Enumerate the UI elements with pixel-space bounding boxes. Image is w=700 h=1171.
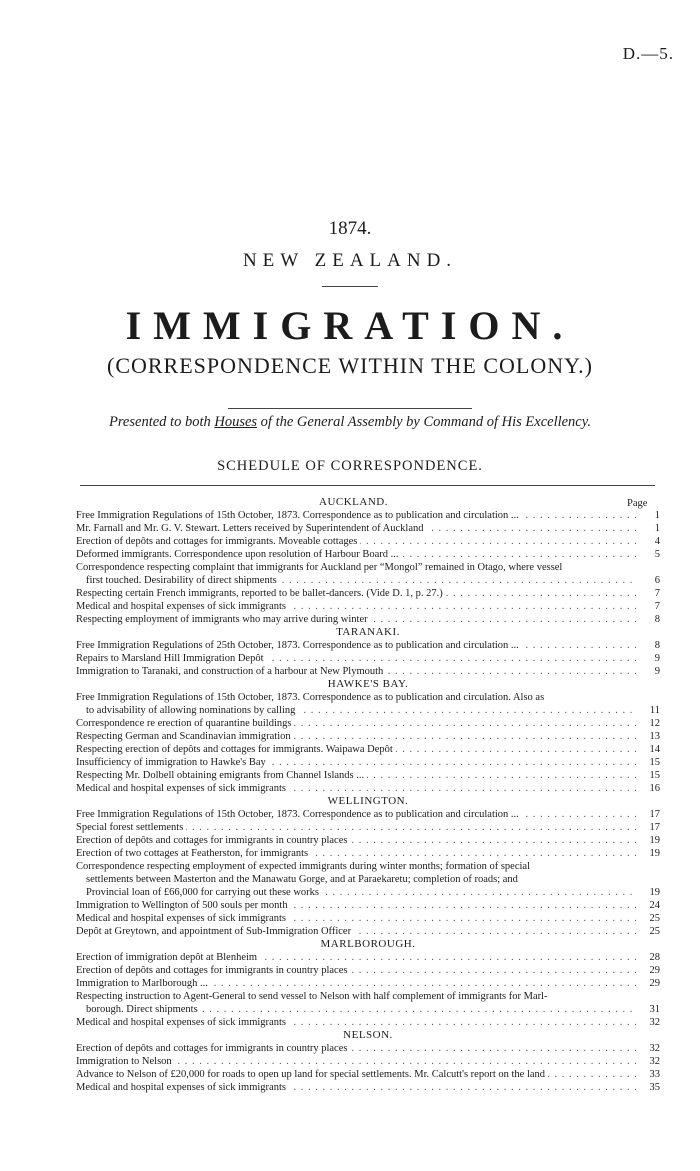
entry-page: 7 [654,601,660,612]
entry-page: 1 [654,523,660,534]
schedule-entry [76,509,660,522]
entry-page: 13 [649,731,660,742]
schedule-entry [76,951,660,964]
presented-underlined: Houses [214,414,258,430]
schedule-entry [76,860,660,873]
schedule-entry [76,639,660,652]
schedule-entry [76,587,660,600]
schedule-entry [76,522,660,535]
entry-page: 29 [649,965,660,976]
presented-part2: of the General Assembly by Command of His Excellency. [257,414,592,430]
entry-text: Medical and hospital expenses of sick immigrants [76,783,289,794]
schedule-entry [76,600,660,613]
entry-page: 12 [649,718,660,729]
entry-text: Advance to Nelson of £20,000 for roads to open up land for special settlements. Mr. Calcutt's report on the land [76,1069,548,1080]
entry-page: 25 [649,913,660,924]
schedule-entry [76,691,660,704]
entry-page: 33 [649,1069,660,1080]
schedule-entry [76,769,660,782]
schedule-entry [76,1042,660,1055]
entry-page: 32 [649,1017,660,1028]
schedule-entry [76,964,660,977]
schedule-entry [76,782,660,795]
page-column-heading: Page [627,498,648,509]
entry-text: Respecting instruction to Agent-General to send vessel to Nelson with half complement of immigrants for Marl- [76,991,551,1002]
schedule-entry [76,652,660,665]
schedule-entry [76,561,660,574]
section-heading: NELSON. [343,1029,393,1041]
entry-text: Medical and hospital expenses of sick immigrants [76,913,289,924]
entry-text: Respecting German and Scandinavian immigration [76,731,294,742]
entry-page: 32 [649,1056,660,1067]
entry-page: 14 [649,744,660,755]
schedule-entry [76,535,660,548]
entry-page: 29 [649,978,660,989]
entry-page: 19 [649,887,660,898]
schedule-entry [76,1016,660,1029]
schedule-entry [76,912,660,925]
entry-text-continued: first touched. Desirability of direct shipments [86,575,280,586]
entry-text: Respecting employment of immigrants who may arrive during winter [76,614,371,625]
entry-text: Medical and hospital expenses of sick immigrants [76,601,289,612]
schedule-entry [76,990,660,1003]
document-title: IMMIGRATION. [125,303,575,348]
entry-page: 28 [649,952,660,963]
schedule-entry [76,847,660,860]
entry-page: 32 [649,1043,660,1054]
entry-text: Special forest settlements [76,822,186,833]
entry-page: 5 [654,549,660,560]
schedule-entry [76,977,660,990]
entry-text: Insufficiency of immigration to Hawke's Bay [76,757,269,768]
entry-page: 35 [649,1082,660,1093]
entry-text: Correspondence respecting employment of expected immigrants during winter months; formation of special [76,861,533,872]
entry-page: 7 [654,588,660,599]
entry-page: 19 [649,848,660,859]
page-code: D.—5. [622,44,674,63]
entry-text-continued: borough. Direct shipments [86,1004,201,1015]
entry-text: Erection of two cottages at Featherston, for immigrants [76,848,311,859]
entry-text: Respecting erection of depôts and cottages for immigrants. Waipawa Depôt [76,744,396,755]
entry-page: 17 [649,809,660,820]
schedule-entry [76,1068,660,1081]
entry-text: Respecting certain French immigrants, reported to be ballet-dancers. (Vide D. 1, p. 27.) [76,588,446,599]
schedule-entry [76,730,660,743]
entry-text: Correspondence respecting complaint that immigrants for Auckland per “Mongol” remained in Otago, where vessel [76,562,565,573]
schedule-entry [76,1055,660,1068]
schedule-entry [76,834,660,847]
entry-text: Free Immigration Regulations of 15th October, 1873. Correspondence as to publication and circulation. Also as [76,692,547,703]
divider [80,485,655,486]
entry-text: Erection of depôts and cottages for immigrants. Moveable cottages [76,536,360,547]
entry-text: Deformed immigrants. Correspondence upon resolution of Harbour Board ... [76,549,402,560]
schedule-entry [76,925,660,938]
entry-text: Erection of depôts and cottages for immigrants in country places [76,1043,350,1054]
document-subtitle: (CORRESPONDENCE WITHIN THE COLONY.) [107,353,593,378]
country-heading: NEW ZEALAND. [242,250,458,271]
entry-page: 24 [649,900,660,911]
entry-text: Correspondence re erection of quarantine buildings [76,718,294,729]
entry-text: Immigration to Taranaki, and construction of a harbour at New Plymouth [76,666,386,677]
entry-text: Free Immigration Regulations of 25th October, 1873. Correspondence as to publication and circulation ... [76,640,522,651]
section-heading: WELLINGTON. [327,795,409,807]
entry-text: Medical and hospital expenses of sick immigrants [76,1082,289,1093]
schedule-entry [76,1081,660,1094]
entry-page: 17 [649,822,660,833]
schedule-entry [76,743,660,756]
entry-page: 4 [654,536,660,547]
section-heading: AUCKLAND. [319,496,388,508]
entry-page: 6 [654,575,660,586]
schedule-entry [76,808,660,821]
entry-text: Depôt at Greytown, and appointment of Sub-Immigration Officer [76,926,354,937]
year: 1874. [328,218,372,239]
entry-page: 1 [654,510,660,521]
entry-page: 9 [654,666,660,677]
entry-text: Erection of depôts and cottages for immigrants in country places [76,835,350,846]
schedule-title: SCHEDULE OF CORRESPONDENCE. [217,458,483,474]
schedule-entry [76,548,660,561]
presented-part1: Presented to both [108,414,215,430]
entry-page: 25 [649,926,660,937]
entry-page: 15 [649,770,660,781]
schedule-entry [76,717,660,730]
entry-page: 11 [649,705,660,716]
entry-text: Immigration to Marlborough ... [76,978,211,989]
entry-text: Medical and hospital expenses of sick immigrants [76,1017,289,1028]
schedule-entry [76,665,660,678]
entry-text: Immigration to Wellington of 500 souls per month [76,900,291,911]
schedule-entry [76,899,660,912]
schedule-list [76,496,660,1094]
divider [322,286,378,287]
entry-page: 15 [649,757,660,768]
entry-page: 19 [649,835,660,846]
entry-text: Repairs to Marsland Hill Immigration Depôt [76,653,267,664]
entry-text-continued: Provincial loan of £66,000 for carrying out these works [86,887,322,898]
entry-text: Erection of immigration depôt at Blenheim [76,952,260,963]
entry-text: Mr. Farnall and Mr. G. V. Stewart. Letters received by Superintendent of Auckland [76,523,427,534]
entry-text: Respecting Mr. Dolbell obtaining emigrants from Channel Islands ... [76,770,367,781]
section-heading: HAWKE'S BAY. [327,678,409,690]
entry-text: Erection of depôts and cottages for immigrants in country places [76,965,350,976]
presentation-line [0,414,700,431]
schedule-entry [76,613,660,626]
entry-page: 8 [654,640,660,651]
entry-text: Free Immigration Regulations of 15th October, 1873. Correspondence as to publication and circulation ... [76,510,522,521]
entry-text-continued: settlements between Masterton and the Manawatu Gorge, and at Paraekaretu; completion of roads; and [86,874,521,885]
entry-page: 8 [654,614,660,625]
section-heading: MARLBOROUGH. [320,938,416,950]
entry-text: Immigration to Nelson [76,1056,175,1067]
entry-page: 9 [654,653,660,664]
entry-text-continued: to advisability of allowing nominations by calling [86,705,298,716]
entry-page: 16 [649,783,660,794]
schedule-entry [76,821,660,834]
schedule-entry [76,756,660,769]
section-heading: TARANAKI. [336,626,400,638]
entry-text: Free Immigration Regulations of 15th October, 1873. Correspondence as to publication and circulation ... [76,809,522,820]
entry-page: 31 [649,1004,660,1015]
divider [228,408,472,409]
